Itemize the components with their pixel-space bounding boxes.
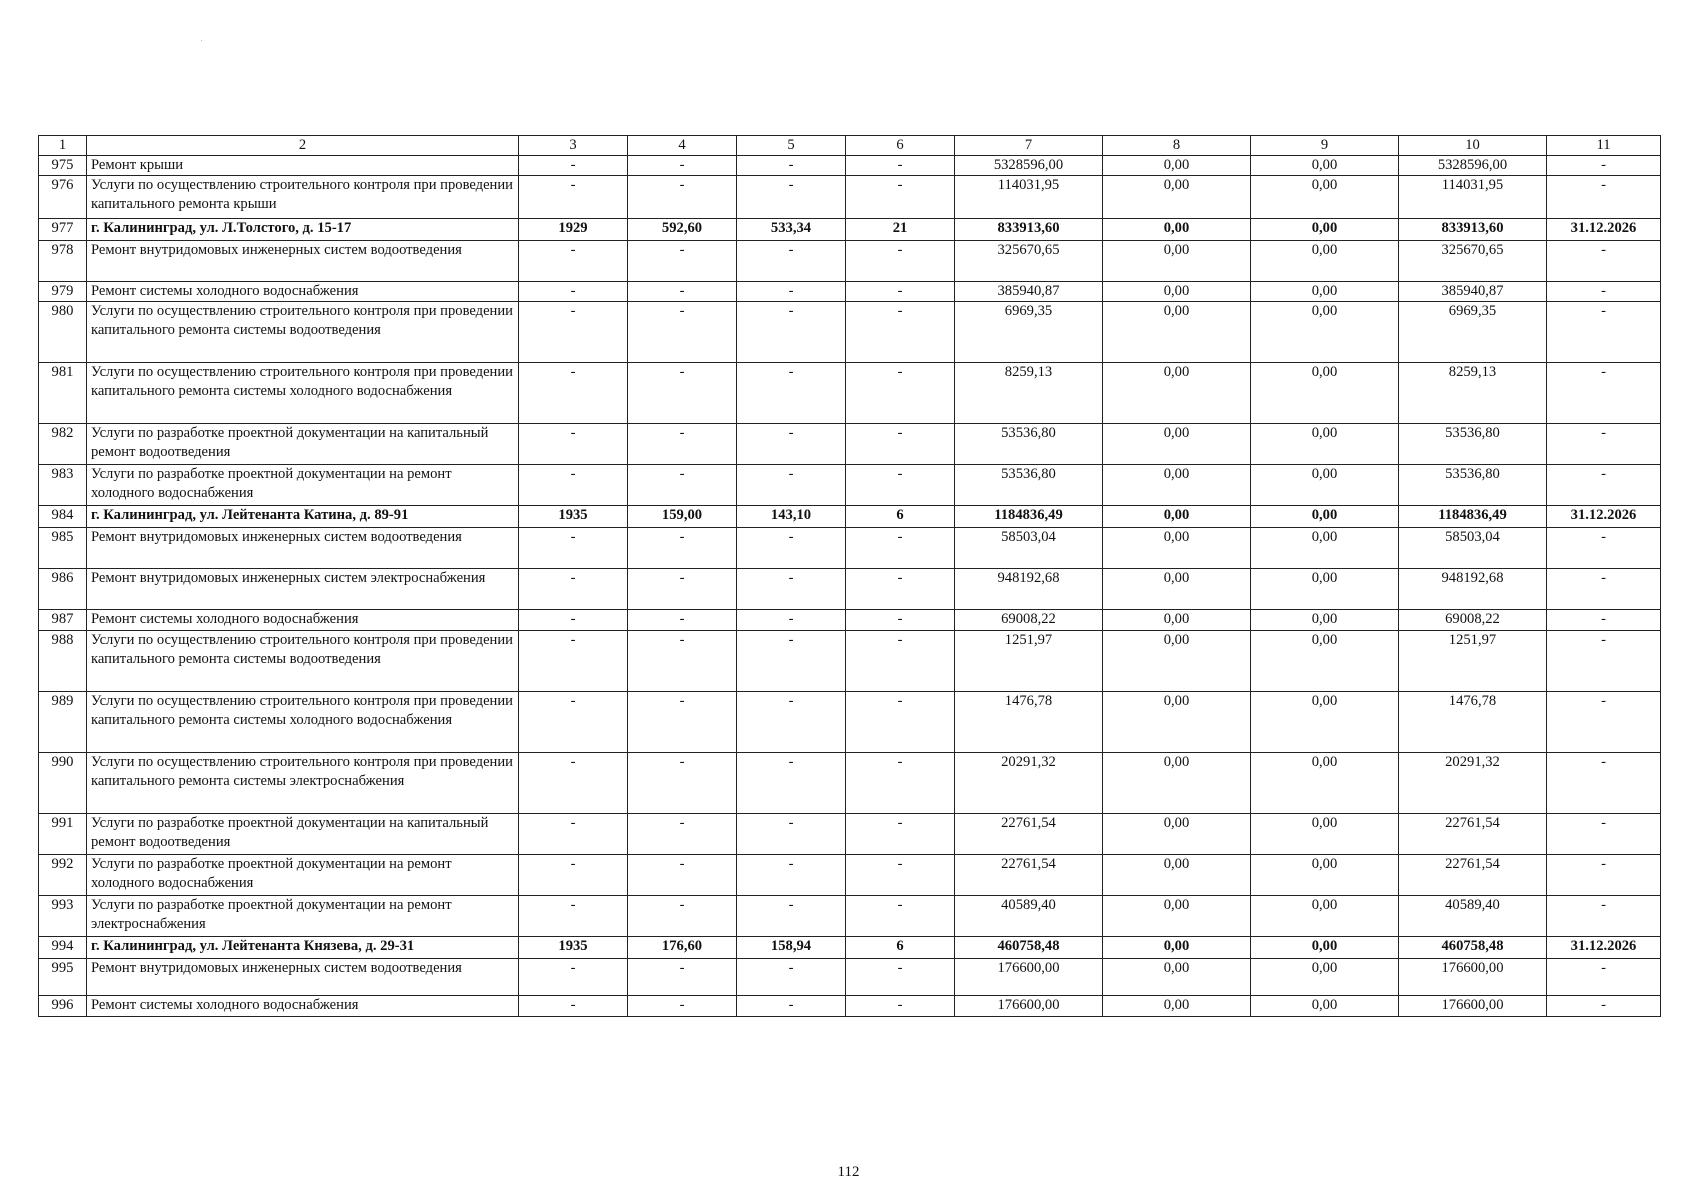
year-cell: - xyxy=(519,631,628,692)
residents-cell: - xyxy=(846,753,955,814)
deadline-cell: - xyxy=(1547,631,1661,692)
cost-budget-cell: 0,00 xyxy=(1251,692,1399,753)
cost-fund-cell: 0,00 xyxy=(1103,528,1251,569)
deadline-cell: - xyxy=(1547,610,1661,631)
row-number: 981 xyxy=(39,363,87,424)
row-number: 984 xyxy=(39,506,87,528)
row-number: 975 xyxy=(39,156,87,176)
deadline-cell: 31.12.2026 xyxy=(1547,937,1661,959)
work-name: Ремонт внутридомовых инженерных систем водоотведения xyxy=(87,241,519,282)
area-total-cell: 159,00 xyxy=(628,506,737,528)
column-number-row xyxy=(39,136,1661,156)
residents-cell: - xyxy=(846,896,955,937)
row-number: 987 xyxy=(39,610,87,631)
cost-total-cell: 69008,22 xyxy=(955,610,1103,631)
area-living-cell: - xyxy=(737,896,846,937)
table-row xyxy=(39,814,1661,855)
deadline-cell: - xyxy=(1547,528,1661,569)
work-name: г. Калининград, ул. Л.Толстого, д. 15-17 xyxy=(87,219,519,241)
row-number: 976 xyxy=(39,176,87,219)
area-total-cell: - xyxy=(628,569,737,610)
year-cell: - xyxy=(519,302,628,363)
cost-fund-cell: 0,00 xyxy=(1103,814,1251,855)
row-number: 977 xyxy=(39,219,87,241)
cost-owners-cell: 1476,78 xyxy=(1399,692,1547,753)
cost-budget-cell: 0,00 xyxy=(1251,959,1399,996)
deadline-cell: - xyxy=(1547,569,1661,610)
residents-cell: 6 xyxy=(846,937,955,959)
area-total-cell: - xyxy=(628,610,737,631)
cost-owners-cell: 385940,87 xyxy=(1399,282,1547,302)
cost-fund-cell: 0,00 xyxy=(1103,506,1251,528)
area-total-cell: - xyxy=(628,528,737,569)
row-number: 986 xyxy=(39,569,87,610)
register-sheet xyxy=(38,135,1660,1017)
work-name: Услуги по разработке проектной документации на ремонт холодного водоснабжения xyxy=(87,855,519,896)
cost-fund-cell: 0,00 xyxy=(1103,176,1251,219)
residents-cell: - xyxy=(846,282,955,302)
row-number: 992 xyxy=(39,855,87,896)
year-cell: 1929 xyxy=(519,219,628,241)
area-total-cell: - xyxy=(628,996,737,1017)
area-total-cell: - xyxy=(628,363,737,424)
cost-budget-cell: 0,00 xyxy=(1251,753,1399,814)
deadline-cell: 31.12.2026 xyxy=(1547,506,1661,528)
cost-total-cell: 385940,87 xyxy=(955,282,1103,302)
scan-speck xyxy=(201,40,202,41)
year-cell: - xyxy=(519,753,628,814)
area-total-cell: - xyxy=(628,282,737,302)
work-name: Ремонт внутридомовых инженерных систем водоотведения xyxy=(87,528,519,569)
cost-budget-cell: 0,00 xyxy=(1251,424,1399,465)
cost-fund-cell: 0,00 xyxy=(1103,424,1251,465)
residents-cell: - xyxy=(846,156,955,176)
work-name: Услуги по разработке проектной документации на капитальный ремонт водоотведения xyxy=(87,424,519,465)
cost-fund-cell: 0,00 xyxy=(1103,855,1251,896)
cost-budget-cell: 0,00 xyxy=(1251,363,1399,424)
cost-fund-cell: 0,00 xyxy=(1103,959,1251,996)
area-living-cell: - xyxy=(737,528,846,569)
deadline-cell: - xyxy=(1547,282,1661,302)
cost-budget-cell: 0,00 xyxy=(1251,156,1399,176)
work-name: Ремонт системы холодного водоснабжения xyxy=(87,610,519,631)
cost-owners-cell: 53536,80 xyxy=(1399,424,1547,465)
table-row xyxy=(39,424,1661,465)
year-cell: - xyxy=(519,896,628,937)
column-number: 6 xyxy=(846,136,955,156)
cost-owners-cell: 1251,97 xyxy=(1399,631,1547,692)
cost-total-cell: 176600,00 xyxy=(955,996,1103,1017)
work-name: Услуги по осуществлению строительного контроля при проведении капитального ремонта системы электроснабжения xyxy=(87,753,519,814)
work-name: Ремонт системы холодного водоснабжения xyxy=(87,282,519,302)
residents-cell: - xyxy=(846,855,955,896)
cost-total-cell: 20291,32 xyxy=(955,753,1103,814)
cost-total-cell: 5328596,00 xyxy=(955,156,1103,176)
table-row xyxy=(39,855,1661,896)
area-living-cell: - xyxy=(737,156,846,176)
cost-budget-cell: 0,00 xyxy=(1251,282,1399,302)
address-row xyxy=(39,219,1661,241)
year-cell: - xyxy=(519,282,628,302)
cost-owners-cell: 58503,04 xyxy=(1399,528,1547,569)
cost-fund-cell: 0,00 xyxy=(1103,241,1251,282)
row-number: 979 xyxy=(39,282,87,302)
cost-fund-cell: 0,00 xyxy=(1103,156,1251,176)
table-row xyxy=(39,282,1661,302)
area-total-cell: - xyxy=(628,814,737,855)
area-total-cell: - xyxy=(628,424,737,465)
cost-owners-cell: 22761,54 xyxy=(1399,814,1547,855)
page-number: 112 xyxy=(837,1164,860,1180)
area-living-cell: - xyxy=(737,631,846,692)
column-number: 1 xyxy=(39,136,87,156)
work-name: Услуги по осуществлению строительного контроля при проведении капитального ремонта системы водоотведения xyxy=(87,631,519,692)
deadline-cell: - xyxy=(1547,692,1661,753)
area-total-cell: - xyxy=(628,465,737,506)
cost-budget-cell: 0,00 xyxy=(1251,465,1399,506)
residents-cell: - xyxy=(846,631,955,692)
cost-budget-cell: 0,00 xyxy=(1251,569,1399,610)
table-row xyxy=(39,465,1661,506)
cost-fund-cell: 0,00 xyxy=(1103,465,1251,506)
work-name: Ремонт системы холодного водоснабжения xyxy=(87,996,519,1017)
cost-owners-cell: 460758,48 xyxy=(1399,937,1547,959)
cost-owners-cell: 69008,22 xyxy=(1399,610,1547,631)
row-number: 993 xyxy=(39,896,87,937)
cost-total-cell: 325670,65 xyxy=(955,241,1103,282)
row-number: 994 xyxy=(39,937,87,959)
residents-cell: - xyxy=(846,176,955,219)
area-living-cell: - xyxy=(737,855,846,896)
area-total-cell: - xyxy=(628,302,737,363)
area-living-cell: 533,34 xyxy=(737,219,846,241)
deadline-cell: - xyxy=(1547,855,1661,896)
work-name: Услуги по разработке проектной документации на капитальный ремонт водоотведения xyxy=(87,814,519,855)
table-row xyxy=(39,896,1661,937)
column-number: 4 xyxy=(628,136,737,156)
cost-owners-cell: 53536,80 xyxy=(1399,465,1547,506)
year-cell: - xyxy=(519,176,628,219)
row-number: 982 xyxy=(39,424,87,465)
cost-owners-cell: 948192,68 xyxy=(1399,569,1547,610)
capital-repair-table xyxy=(38,135,1661,1017)
cost-budget-cell: 0,00 xyxy=(1251,896,1399,937)
cost-total-cell: 114031,95 xyxy=(955,176,1103,219)
area-total-cell: - xyxy=(628,896,737,937)
area-living-cell: - xyxy=(737,282,846,302)
cost-total-cell: 1476,78 xyxy=(955,692,1103,753)
area-total-cell: - xyxy=(628,753,737,814)
area-living-cell: - xyxy=(737,424,846,465)
residents-cell: - xyxy=(846,424,955,465)
area-total-cell: - xyxy=(628,855,737,896)
deadline-cell: 31.12.2026 xyxy=(1547,219,1661,241)
residents-cell: - xyxy=(846,996,955,1017)
residents-cell: - xyxy=(846,814,955,855)
row-number: 989 xyxy=(39,692,87,753)
cost-fund-cell: 0,00 xyxy=(1103,610,1251,631)
cost-total-cell: 6969,35 xyxy=(955,302,1103,363)
cost-owners-cell: 8259,13 xyxy=(1399,363,1547,424)
year-cell: - xyxy=(519,569,628,610)
residents-cell: - xyxy=(846,959,955,996)
cost-total-cell: 176600,00 xyxy=(955,959,1103,996)
residents-cell: 21 xyxy=(846,219,955,241)
residents-cell: - xyxy=(846,569,955,610)
cost-fund-cell: 0,00 xyxy=(1103,692,1251,753)
deadline-cell: - xyxy=(1547,814,1661,855)
cost-owners-cell: 325670,65 xyxy=(1399,241,1547,282)
row-number: 988 xyxy=(39,631,87,692)
deadline-cell: - xyxy=(1547,996,1661,1017)
cost-fund-cell: 0,00 xyxy=(1103,753,1251,814)
cost-owners-cell: 833913,60 xyxy=(1399,219,1547,241)
work-name: Услуги по разработке проектной документации на ремонт холодного водоснабжения xyxy=(87,465,519,506)
cost-budget-cell: 0,00 xyxy=(1251,176,1399,219)
area-living-cell: - xyxy=(737,176,846,219)
column-number: 7 xyxy=(955,136,1103,156)
cost-total-cell: 53536,80 xyxy=(955,465,1103,506)
area-total-cell: - xyxy=(628,692,737,753)
row-number: 985 xyxy=(39,528,87,569)
residents-cell: - xyxy=(846,465,955,506)
cost-total-cell: 460758,48 xyxy=(955,937,1103,959)
cost-fund-cell: 0,00 xyxy=(1103,996,1251,1017)
cost-total-cell: 40589,40 xyxy=(955,896,1103,937)
cost-budget-cell: 0,00 xyxy=(1251,631,1399,692)
residents-cell: 6 xyxy=(846,506,955,528)
cost-fund-cell: 0,00 xyxy=(1103,363,1251,424)
column-number: 2 xyxy=(87,136,519,156)
address-row xyxy=(39,506,1661,528)
table-body xyxy=(39,136,1661,1017)
cost-total-cell: 53536,80 xyxy=(955,424,1103,465)
cost-owners-cell: 5328596,00 xyxy=(1399,156,1547,176)
cost-budget-cell: 0,00 xyxy=(1251,302,1399,363)
work-name: г. Калининград, ул. Лейтенанта Катина, д. 89-91 xyxy=(87,506,519,528)
work-name: Услуги по осуществлению строительного контроля при проведении капитального ремонта системы холодного водоснабжения xyxy=(87,692,519,753)
row-number: 978 xyxy=(39,241,87,282)
year-cell: - xyxy=(519,465,628,506)
deadline-cell: - xyxy=(1547,896,1661,937)
residents-cell: - xyxy=(846,241,955,282)
deadline-cell: - xyxy=(1547,959,1661,996)
cost-owners-cell: 22761,54 xyxy=(1399,855,1547,896)
year-cell: - xyxy=(519,610,628,631)
deadline-cell: - xyxy=(1547,241,1661,282)
cost-owners-cell: 40589,40 xyxy=(1399,896,1547,937)
work-name: Услуги по осуществлению строительного контроля при проведении капитального ремонта системы холодного водоснабжения xyxy=(87,363,519,424)
address-row xyxy=(39,937,1661,959)
cost-fund-cell: 0,00 xyxy=(1103,219,1251,241)
year-cell: - xyxy=(519,855,628,896)
area-living-cell: - xyxy=(737,996,846,1017)
area-total-cell: - xyxy=(628,156,737,176)
cost-owners-cell: 1184836,49 xyxy=(1399,506,1547,528)
column-number: 3 xyxy=(519,136,628,156)
cost-fund-cell: 0,00 xyxy=(1103,282,1251,302)
column-number: 11 xyxy=(1547,136,1661,156)
work-name: Услуги по разработке проектной документации на ремонт электроснабжения xyxy=(87,896,519,937)
cost-total-cell: 1184836,49 xyxy=(955,506,1103,528)
table-row xyxy=(39,363,1661,424)
table-row xyxy=(39,156,1661,176)
year-cell: - xyxy=(519,814,628,855)
deadline-cell: - xyxy=(1547,424,1661,465)
deadline-cell: - xyxy=(1547,176,1661,219)
cost-owners-cell: 114031,95 xyxy=(1399,176,1547,219)
area-living-cell: - xyxy=(737,959,846,996)
area-total-cell: - xyxy=(628,241,737,282)
deadline-cell: - xyxy=(1547,465,1661,506)
cost-total-cell: 948192,68 xyxy=(955,569,1103,610)
area-living-cell: - xyxy=(737,753,846,814)
cost-budget-cell: 0,00 xyxy=(1251,855,1399,896)
cost-owners-cell: 20291,32 xyxy=(1399,753,1547,814)
area-total-cell: - xyxy=(628,631,737,692)
area-living-cell: 143,10 xyxy=(737,506,846,528)
row-number: 983 xyxy=(39,465,87,506)
table-row xyxy=(39,569,1661,610)
table-row xyxy=(39,692,1661,753)
year-cell: - xyxy=(519,424,628,465)
area-living-cell: - xyxy=(737,692,846,753)
table-row xyxy=(39,610,1661,631)
cost-fund-cell: 0,00 xyxy=(1103,631,1251,692)
residents-cell: - xyxy=(846,528,955,569)
work-name: Ремонт внутридомовых инженерных систем электроснабжения xyxy=(87,569,519,610)
table-row xyxy=(39,176,1661,219)
deadline-cell: - xyxy=(1547,753,1661,814)
cost-budget-cell: 0,00 xyxy=(1251,506,1399,528)
cost-budget-cell: 0,00 xyxy=(1251,814,1399,855)
cost-budget-cell: 0,00 xyxy=(1251,528,1399,569)
cost-owners-cell: 6969,35 xyxy=(1399,302,1547,363)
deadline-cell: - xyxy=(1547,156,1661,176)
work-name: г. Калининград, ул. Лейтенанта Князева, д. 29-31 xyxy=(87,937,519,959)
cost-fund-cell: 0,00 xyxy=(1103,896,1251,937)
column-number: 10 xyxy=(1399,136,1547,156)
area-living-cell: - xyxy=(737,241,846,282)
column-number: 8 xyxy=(1103,136,1251,156)
column-number: 5 xyxy=(737,136,846,156)
area-living-cell: - xyxy=(737,302,846,363)
row-number: 990 xyxy=(39,753,87,814)
cost-budget-cell: 0,00 xyxy=(1251,241,1399,282)
residents-cell: - xyxy=(846,610,955,631)
cost-budget-cell: 0,00 xyxy=(1251,610,1399,631)
work-name: Услуги по осуществлению строительного контроля при проведении капитального ремонта системы водоотведения xyxy=(87,302,519,363)
table-row xyxy=(39,996,1661,1017)
cost-total-cell: 58503,04 xyxy=(955,528,1103,569)
cost-fund-cell: 0,00 xyxy=(1103,569,1251,610)
deadline-cell: - xyxy=(1547,302,1661,363)
year-cell: 1935 xyxy=(519,937,628,959)
table-row xyxy=(39,241,1661,282)
area-living-cell: - xyxy=(737,569,846,610)
area-total-cell: - xyxy=(628,176,737,219)
area-total-cell: 176,60 xyxy=(628,937,737,959)
cost-fund-cell: 0,00 xyxy=(1103,302,1251,363)
cost-owners-cell: 176600,00 xyxy=(1399,996,1547,1017)
year-cell: - xyxy=(519,996,628,1017)
work-name: Ремонт внутридомовых инженерных систем водоотведения xyxy=(87,959,519,996)
area-living-cell: 158,94 xyxy=(737,937,846,959)
cost-total-cell: 22761,54 xyxy=(955,855,1103,896)
residents-cell: - xyxy=(846,302,955,363)
table-row xyxy=(39,302,1661,363)
row-number: 995 xyxy=(39,959,87,996)
area-total-cell: 592,60 xyxy=(628,219,737,241)
area-living-cell: - xyxy=(737,814,846,855)
row-number: 996 xyxy=(39,996,87,1017)
year-cell: - xyxy=(519,692,628,753)
area-living-cell: - xyxy=(737,363,846,424)
table-row xyxy=(39,631,1661,692)
work-name: Ремонт крыши xyxy=(87,156,519,176)
table-row xyxy=(39,753,1661,814)
area-total-cell: - xyxy=(628,959,737,996)
cost-budget-cell: 0,00 xyxy=(1251,219,1399,241)
cost-total-cell: 8259,13 xyxy=(955,363,1103,424)
year-cell: - xyxy=(519,241,628,282)
cost-total-cell: 833913,60 xyxy=(955,219,1103,241)
cost-total-cell: 22761,54 xyxy=(955,814,1103,855)
row-number: 991 xyxy=(39,814,87,855)
cost-total-cell: 1251,97 xyxy=(955,631,1103,692)
year-cell: - xyxy=(519,528,628,569)
year-cell: - xyxy=(519,363,628,424)
column-number: 9 xyxy=(1251,136,1399,156)
work-name: Услуги по осуществлению строительного контроля при проведении капитального ремонта крыши xyxy=(87,176,519,219)
table-row xyxy=(39,959,1661,996)
area-living-cell: - xyxy=(737,465,846,506)
cost-budget-cell: 0,00 xyxy=(1251,937,1399,959)
year-cell: - xyxy=(519,959,628,996)
cost-budget-cell: 0,00 xyxy=(1251,996,1399,1017)
deadline-cell: - xyxy=(1547,363,1661,424)
row-number: 980 xyxy=(39,302,87,363)
area-living-cell: - xyxy=(737,610,846,631)
cost-owners-cell: 176600,00 xyxy=(1399,959,1547,996)
table-row xyxy=(39,528,1661,569)
year-cell: - xyxy=(519,156,628,176)
cost-fund-cell: 0,00 xyxy=(1103,937,1251,959)
year-cell: 1935 xyxy=(519,506,628,528)
residents-cell: - xyxy=(846,692,955,753)
residents-cell: - xyxy=(846,363,955,424)
